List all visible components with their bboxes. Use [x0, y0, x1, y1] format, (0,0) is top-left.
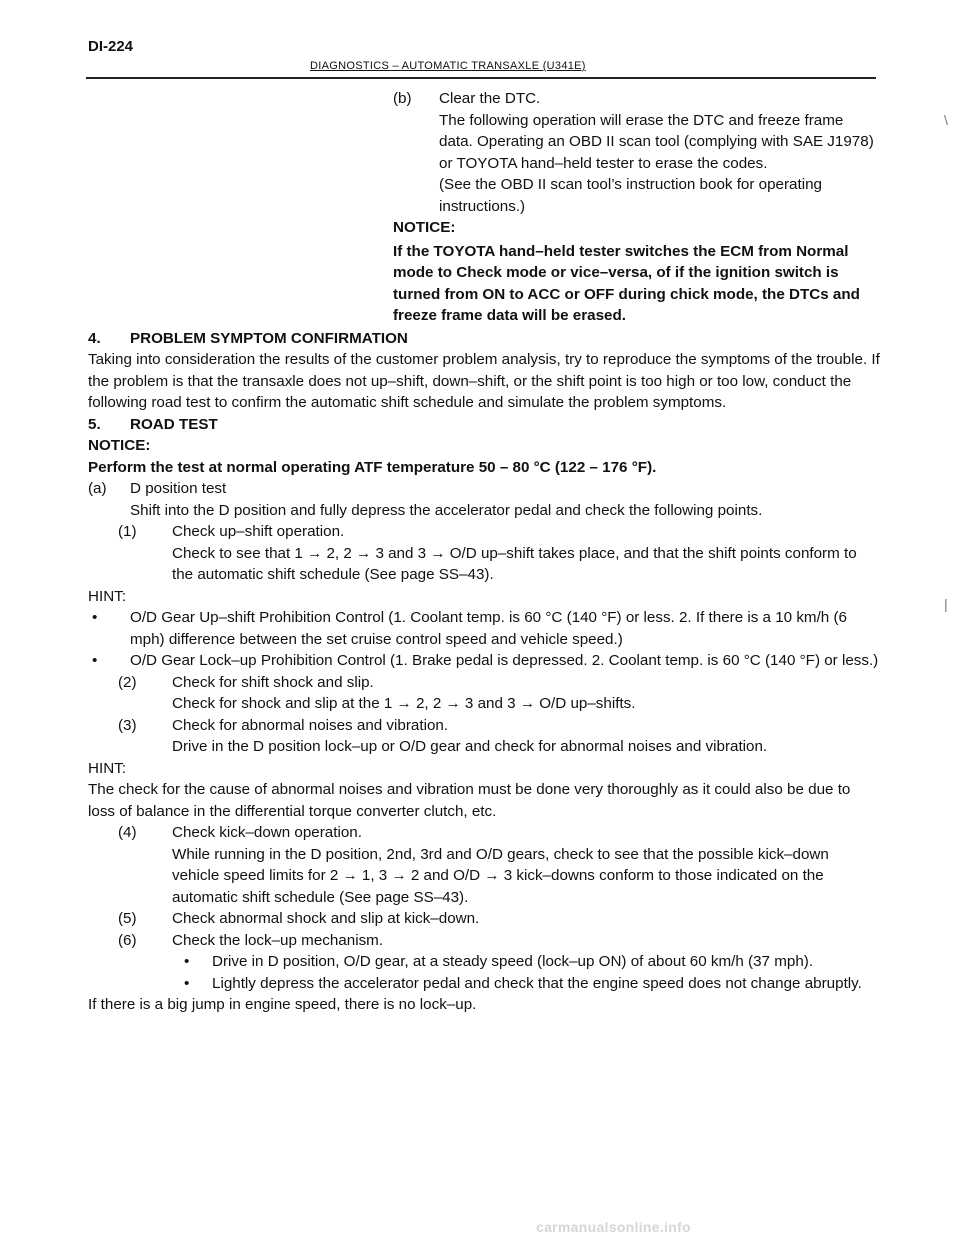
- bullet-icon: •: [92, 609, 98, 626]
- bullet-icon: •: [92, 652, 98, 669]
- watermark-footer: carmanualsonline.info: [536, 1219, 691, 1235]
- section-5-number: 5.: [88, 415, 101, 433]
- section-5-notice-text: Perform the test at normal operating ATF temperature 50 – 80 °C (122 – 176 °F).: [88, 458, 657, 476]
- check-6-bullet: [88, 951, 880, 973]
- margin-mark: \: [944, 112, 948, 128]
- bullet-icon: •: [184, 953, 190, 970]
- hint-1-bullet: [88, 650, 880, 672]
- step-b-label: (b): [393, 90, 412, 107]
- check-title: Check kick–down operation.: [172, 824, 362, 841]
- section-4-title: PROBLEM SYMPTOM CONFIRMATION: [130, 329, 408, 347]
- step-b: [88, 88, 880, 217]
- check-6-bullet-text: Lightly depress the accelerator pedal and check that the engine speed does not change abruptly.: [212, 974, 862, 992]
- section-5-title: ROAD TEST: [130, 415, 218, 433]
- header-rule: [86, 77, 876, 79]
- margin-mark: |: [944, 596, 948, 612]
- item-a: [88, 478, 880, 521]
- check-label: (1): [118, 523, 137, 540]
- item-a-label: (a): [88, 480, 107, 497]
- step-b-note: (See the OBD II scan tool’s instruction book for operating instructions.): [439, 176, 822, 215]
- hint-1-bullet-text: O/D Gear Up–shift Prohibition Control (1. Coolant temp. is 60 °C (140 °F) or less. 2. If there is a 10 km/h (6 mph) difference between the set cruise control speed and vehicle speed.): [130, 609, 847, 648]
- check-text: Drive in the D position lock–up or O/D gear and check for abnormal noises and vibration.: [172, 738, 768, 755]
- hint-1-label: HINT:: [88, 587, 126, 605]
- check-6-bullet-text: Drive in D position, O/D gear, at a steady speed (lock–up ON) of about 60 km/h (37 mph).: [212, 953, 814, 970]
- check-6: [88, 930, 880, 952]
- step-b-title: Clear the DTC.: [439, 90, 541, 107]
- notice-erase: [88, 217, 880, 327]
- section-4-text: Taking into consideration the results of the customer problem analysis, try to reproduce the symptoms of the trouble. If the problem is that the transaxle does not up–shift, down–shift, or the shift point is too high or too low, conduct the following road test to confirm the automatic shift schedule and simulate the problem symptoms.: [88, 351, 880, 411]
- check-title: Check for abnormal noises and vibration.: [172, 716, 449, 734]
- closing-text: If there is a big jump in engine speed, there is no lock–up.: [88, 996, 477, 1013]
- manual-body: [88, 88, 880, 1016]
- page-id: DI-224: [88, 38, 134, 55]
- check-label: (5): [118, 910, 137, 927]
- hint-2-text: The check for the cause of abnormal noises and vibration must be done very thoroughly as it could also be due to loss of balance in the differential torque converter clutch, etc.: [88, 781, 851, 820]
- check-title: Check up–shift operation.: [172, 523, 345, 540]
- check-label: (3): [118, 716, 137, 734]
- hint-1-bullet-text: O/D Gear Lock–up Prohibition Control (1. Brake pedal is depressed. 2. Coolant temp. is 60 °C (140 °F) or less.): [130, 652, 879, 669]
- check-title: Check for shift shock and slip.: [172, 673, 374, 691]
- check-6-bullet: [88, 973, 880, 995]
- check-5: [88, 908, 880, 930]
- bullet-icon: •: [184, 974, 190, 992]
- notice-label: NOTICE:: [393, 219, 456, 236]
- check-title: Check the lock–up mechanism.: [172, 931, 384, 949]
- section-5-heading: [88, 414, 880, 436]
- check-text: While running in the D position, 2nd, 3rd and O/D gears, check to see that the possible kick–down vehicle speed limits for 2 → 1, 3 → 2 and O/D → 3 kick–downs conform to those indicated on the automatic shift schedule (See page SS–43).: [172, 845, 829, 906]
- section-4-heading: [88, 328, 880, 350]
- check-3: [88, 715, 880, 758]
- section-5-notice-label: NOTICE:: [88, 437, 151, 454]
- check-label: (2): [118, 673, 137, 691]
- check-text: Check for shock and slip at the 1 → 2, 2 → 3 and 3 → O/D up–shifts.: [172, 695, 636, 712]
- page-header: DIAGNOSTICS – AUTOMATIC TRANSAXLE (U341E): [310, 60, 586, 72]
- step-b-text: The following operation will erase the DTC and freeze frame data. Operating an OBD II scan tool (complying with SAE J1978) or TOYOTA hand–held tester to erase the codes.: [439, 111, 874, 172]
- hint-2-label: HINT:: [88, 759, 126, 777]
- check-label: (4): [118, 824, 137, 841]
- check-1: [88, 521, 880, 586]
- notice-text: If the TOYOTA hand–held tester switches the ECM from Normal mode to Check mode or vice–versa, of if the ignition switch is turned from ON to ACC or OFF during chick mode, the DTCs and freeze frame data will be erased.: [393, 242, 860, 324]
- item-a-text: Shift into the D position and fully depress the accelerator pedal and check the following points.: [130, 501, 763, 519]
- hint-1-bullet: [88, 607, 880, 650]
- check-text: Check to see that 1 → 2, 2 → 3 and 3 → O/D up–shift takes place, and that the shift points conform to the automatic shift schedule (See page SS–43).: [172, 544, 857, 583]
- item-a-title: D position test: [130, 480, 227, 497]
- section-4-number: 4.: [88, 329, 101, 347]
- check-2: [88, 672, 880, 715]
- check-label: (6): [118, 931, 137, 949]
- check-4: [88, 822, 880, 908]
- check-title: Check abnormal shock and slip at kick–down.: [172, 910, 480, 927]
